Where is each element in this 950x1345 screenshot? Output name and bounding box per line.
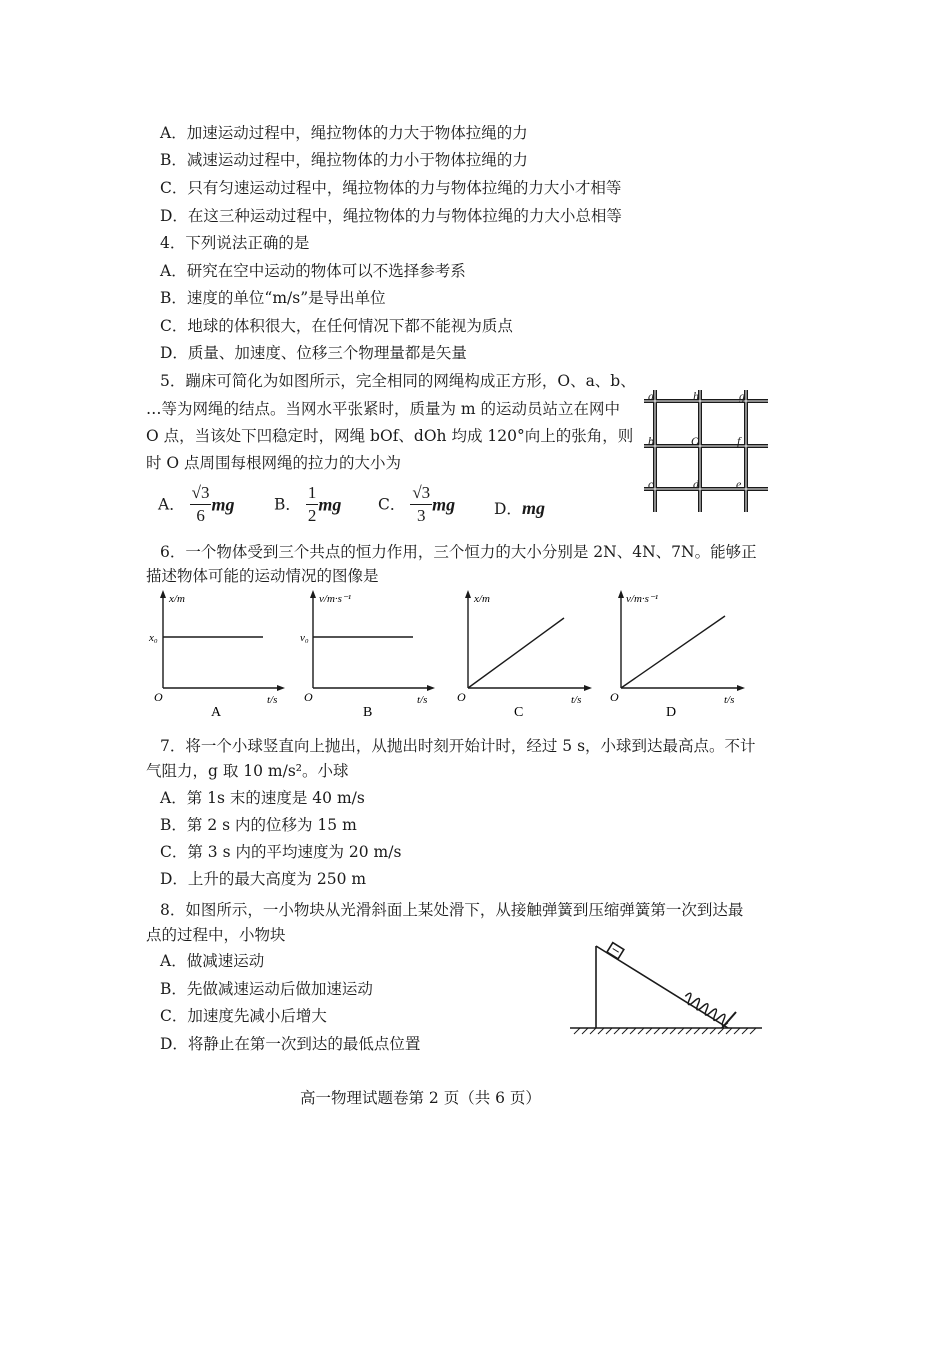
q8-option-c: C．加速度先减小后增大 [160, 1007, 327, 1025]
q6-stem-line2: 描述物体可能的运动情况的图像是 [146, 567, 379, 585]
spring [683, 992, 731, 1027]
q5-stem-line3: O 点，当该处下凹稳定时，网绳 bOf、dOh 均成 120°向上的张角，则 [146, 427, 634, 445]
y-axis-arrow [160, 590, 166, 598]
x-axis-arrow [584, 685, 592, 691]
fraction-sqrt3-over-3 [410, 482, 432, 527]
node-label-a: a [648, 389, 654, 403]
page-footer: 高一物理试题卷第 2 页（共 6 页） [300, 1089, 541, 1107]
y0-label: x₀ [149, 632, 158, 644]
q7-option-d: D．上升的最大高度为 250 m [160, 870, 367, 888]
q5-stem-line2: …等为网绳的结点。当网水平张紧时，质量为 m 的运动员站立在网中 [146, 400, 621, 418]
y0-label: v₀ [300, 632, 309, 644]
x-axis-arrow [277, 685, 285, 691]
q5-option-c [378, 482, 455, 527]
q5-stem-line1: 5．蹦床可简化为如图所示，完全相同的网绳构成正方形，O、a、b、 [160, 372, 636, 390]
q3-option-a: A．加速运动过程中，绳拉物体的力大于物体拉绳的力 [160, 124, 528, 142]
q5-option-a-label: A． [158, 495, 185, 514]
node-label-d: d [693, 477, 699, 491]
x-axis-label: t/s [417, 694, 428, 706]
y-axis-label: v/m·s⁻¹ [626, 593, 659, 605]
incline-spring-diagram [570, 940, 770, 1040]
q7-stem-line2: 气阻力，g 取 10 m/s²。小球 [146, 762, 349, 780]
fraction-denominator: 3 [416, 506, 426, 525]
fraction-denominator: 2 [307, 506, 317, 525]
q3-option-d: D．在这三种运动过程中，绳拉物体的力与物体拉绳的力大小总相等 [160, 207, 622, 225]
graph-line [468, 618, 564, 688]
fraction-numerator: √3 [190, 482, 212, 505]
q7-stem-line1: 7．将一个小球竖直向上抛出，从抛出时刻开始计时，经过 5 s，小球到达最高点。不计 [160, 737, 756, 755]
node-label-b: b [648, 434, 654, 448]
origin-label: O [304, 690, 313, 704]
q8-stem-line2: 点的过程中，小物块 [146, 926, 286, 944]
node-label-c: c [648, 477, 654, 491]
q5-option-c-label: C． [378, 495, 406, 514]
node-label-h: h [693, 389, 699, 403]
y-axis-label: x/m [169, 593, 185, 605]
q4-stem: 4．下列说法正确的是 [160, 234, 310, 252]
q8-stem-line1: 8．如图所示，一小物块从光滑斜面上某处滑下，从接触弹簧到压缩弹簧第一次到达最 [160, 901, 744, 919]
graph-line [621, 616, 725, 688]
q8-option-a: A．做减速运动 [160, 952, 265, 970]
q4-option-d: D．质量、加速度、位移三个物理量都是矢量 [160, 344, 467, 362]
graph-letter: B [363, 705, 373, 720]
y-axis-arrow [310, 590, 316, 598]
q5-option-a [158, 482, 235, 527]
y-axis-arrow [465, 590, 471, 598]
x-axis-arrow [427, 685, 435, 691]
y-axis-label: x/m [474, 593, 490, 605]
node-label-f: f [737, 434, 741, 448]
x-axis-label: t/s [724, 694, 735, 706]
node-label-O: O [691, 434, 700, 448]
origin-label: O [154, 690, 163, 704]
q5-option-b [274, 482, 341, 527]
mg-symbol: mg [211, 494, 235, 515]
q5-option-b-label: B． [274, 495, 301, 514]
q3-option-b: B．减速运动过程中，绳拉物体的力小于物体拉绳的力 [160, 151, 528, 169]
node-label-e: e [736, 477, 742, 491]
origin-label: O [457, 690, 466, 704]
q5-stem-line4: 时 O 点周围每根网绳的拉力的大小为 [146, 454, 402, 472]
graph-c [452, 590, 592, 720]
q7-option-b: B．第 2 s 内的位移为 15 m [160, 816, 357, 834]
ground-hatching [574, 1028, 756, 1034]
node-label-g: g [739, 389, 745, 403]
fraction-numerator: √3 [410, 482, 432, 505]
mg-symbol: mg [432, 494, 456, 515]
x-axis-label: t/s [267, 694, 278, 706]
x-axis-label: t/s [571, 694, 582, 706]
fraction-denominator: 6 [196, 506, 205, 525]
q8-option-d: D．将静止在第一次到达的最低点位置 [160, 1035, 421, 1053]
q4-option-b: B．速度的单位“m/s”是导出单位 [160, 289, 386, 307]
q5-option-d [494, 498, 545, 519]
q6-stem-line1: 6．一个物体受到三个共点的恒力作用，三个恒力的大小分别是 2N、4N、7N。能够正 [160, 543, 757, 561]
y-axis-arrow [618, 590, 624, 598]
q7-option-c: C．第 3 s 内的平均速度为 20 m/s [160, 843, 402, 861]
graph-letter: C [514, 705, 524, 720]
origin-label: O [610, 690, 619, 704]
graph-d [605, 590, 745, 720]
fraction-1-over-2 [306, 482, 319, 527]
fraction-sqrt3-over-6 [190, 482, 212, 527]
q7-option-a: A．第 1s 末的速度是 40 m/s [160, 789, 365, 807]
fraction-numerator: 1 [306, 482, 319, 505]
trampoline-net-diagram [642, 388, 772, 518]
mg-symbol: mg [318, 494, 342, 515]
graph-letter: D [666, 705, 677, 720]
graph-letter: A [211, 705, 222, 720]
graph-a [145, 590, 285, 720]
q4-option-a: A．研究在空中运动的物体可以不选择参考系 [160, 262, 466, 280]
q4-option-c: C．地球的体积很大，在任何情况下都不能视为质点 [160, 317, 513, 335]
mg-symbol: mg [521, 498, 545, 518]
q8-option-b: B．先做减速运动后做加速运动 [160, 980, 373, 998]
y-axis-label: v/m·s⁻¹ [319, 593, 352, 605]
x-axis-arrow [737, 685, 745, 691]
q5-option-d-label: D． [494, 500, 522, 518]
graph-b [295, 590, 435, 720]
q3-option-c: C．只有匀速运动过程中，绳拉物体的力与物体拉绳的力大小才相等 [160, 179, 622, 197]
small-block [607, 943, 624, 959]
